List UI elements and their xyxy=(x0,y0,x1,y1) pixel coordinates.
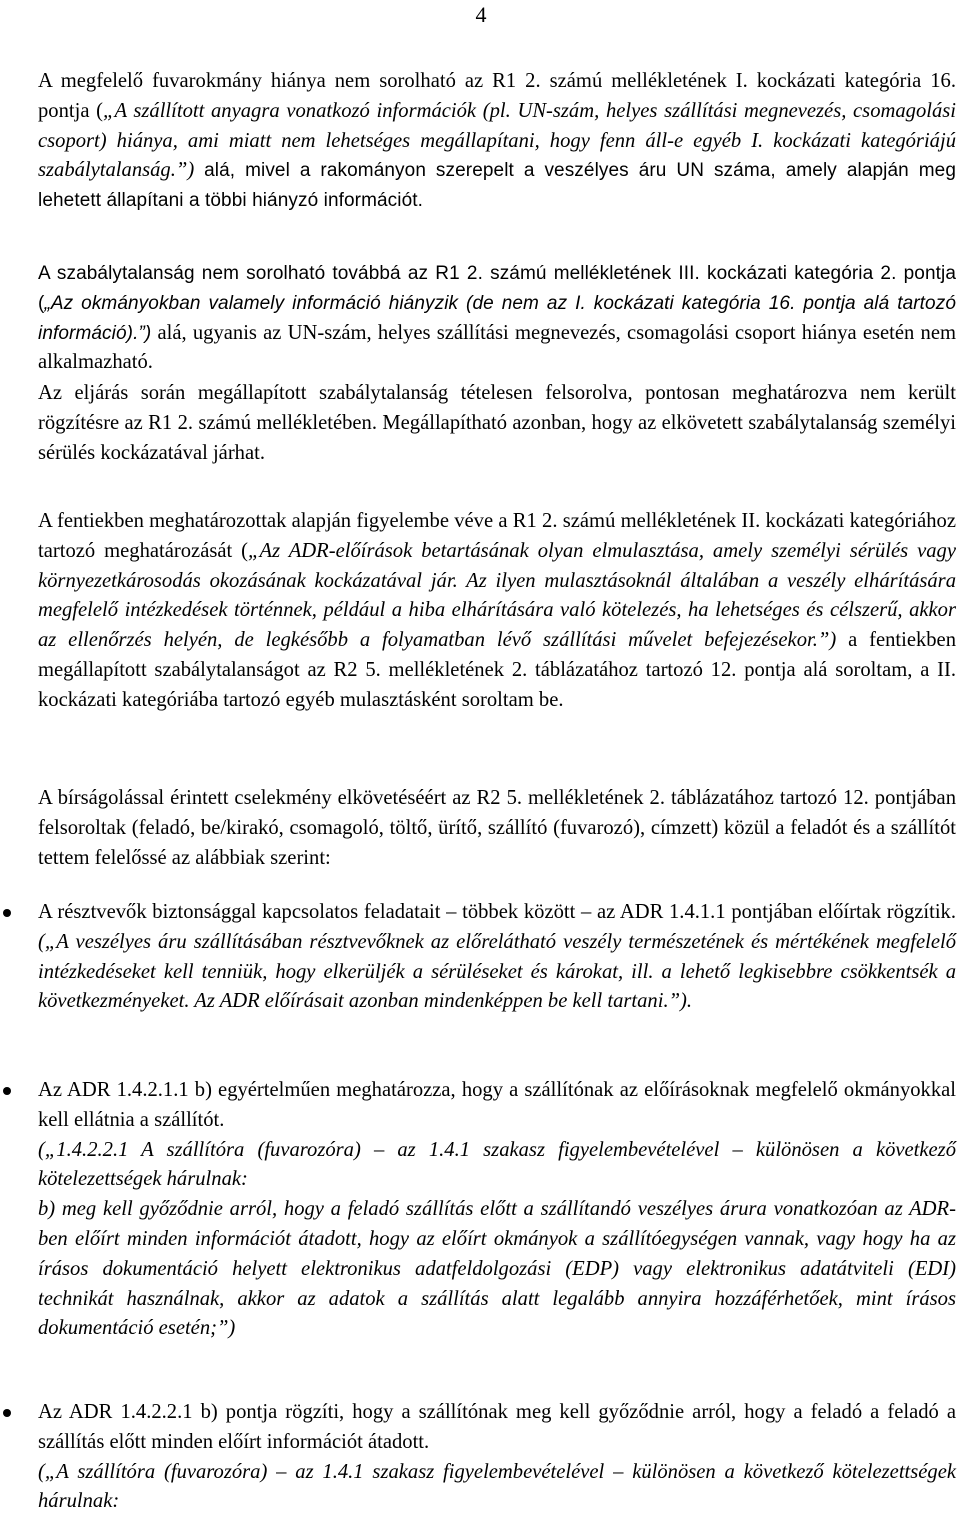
quoted-regulation: „Az ADR-előírások betartásának olyan elmulasztása, amely személyi sérülés vagy környezetkárosodás okozásának kockázatával jár. Az ilyen mulasztásoknál általában a veszély elhárítására megfelelő intézkedések történnek, például a hiba elhárítására való kötelezés, ha lehetséges és célszerű, akkor az ellenőrzés helyén, de legkésőbb a folyamatban lévő szállítási művelet befejezésekor.”) xyxy=(38,539,956,652)
paragraph-text: alá, mivel a rakományon szerepelt a veszélyes áru UN száma, amely alapján meg lehetett állapítani a többi hiányzó információt. xyxy=(38,160,956,212)
paragraph-text: A fentiekben meghatározottak alapján figyelembe véve a R1 2. számú mellékletének II. kockázati kategóriához tartozó meghatározását ( xyxy=(38,510,956,562)
paragraph-eljaras xyxy=(38,379,956,468)
page-number: 4 xyxy=(475,2,487,27)
bullet-icon xyxy=(3,1087,11,1095)
paragraph-text: alá, ugyanis az UN-szám, helyes szállítási megnevezés, csomagolási csoport hiánya esetén nem alkalmazható. xyxy=(38,321,956,374)
quoted-regulation: („A szállítóra (fuvarozóra) – az 1.4.1 szakasz figyelembevételével – különösen a következő kötelezettségek hárulnak: xyxy=(38,1460,956,1513)
paragraph-fuvarokmany xyxy=(38,67,956,216)
bullet-text: A résztvevők biztonsággal kapcsolatos feladatait – többek között – az ADR 1.4.1.1 pontjában előírtak rögzítik. xyxy=(38,901,956,923)
bullet-icon xyxy=(3,909,11,917)
paragraph-birsagolas xyxy=(38,784,956,873)
paragraph-text: Az eljárás során megállapított szabálytalanság tételesen felsorolva, pontosan meghatározva nem került rögzítésre az R1 2. számú mellékletében. Megállapítható azonban, hogy az elkövetett szabálytalanság személyi sérülés kockázatával járhat. xyxy=(38,382,956,464)
paragraph-fentiekben xyxy=(38,507,956,716)
bullet-text: Az ADR 1.4.2.2.1 b) pontja rögzíti, hogy a szállítónak meg kell győződnie arról, hogy a feladó a feladó a szállítás előtt minden előírt információt átadott. xyxy=(38,1401,956,1453)
bullet-text: Az ADR 1.4.2.1.1 b) egyértelműen meghatározza, hogy a szállítónak az előírásoknak megfelelő okmányokkal kell ellátnia a szállítót. xyxy=(38,1079,956,1131)
bullet-item-adr-14211 xyxy=(38,1076,956,1344)
quoted-regulation: „A szállított anyagra vonatkozó információk (pl. UN-szám, helyes szállítási megnevezés, csomagolási csoport) hiánya, ami miatt nem lehetséges megállapítani, hogy fenn áll-e egyéb I. kockázati kategóriájú szabálytalanság.”) xyxy=(38,99,957,182)
quoted-regulation: („A veszélyes áru szállításában résztvevőknek az előrelátható veszély természetének és mértékének megfelelő intézkedéseket kell tenniük, hogy elkerüljék a sérüléseket és károkat, ill. a lehető legkisebbre csökkentsék a következményeket. Az ADR előírásait azonban mindenképpen be kell tartani.”). xyxy=(38,930,956,1013)
paragraph-text: a fentiekben megállapított szabálytalanságot az R2 5. mellékletének 2. táblázatához tartozó 12. pontja alá soroltam, a II. kockázati kategóriába tartozó egyéb mulasztásként soroltam be. xyxy=(38,629,956,711)
quoted-regulation: b) meg kell győződnie arról, hogy a feladó szállítás előtt a szállítandó veszélyes árura vonatkozóan az ADR-ben előírt minden információt átadott, hogy az előírt okmányok a szállítóegységen vannak, vagy hogy ha az írásos dokumentáció helyett elektronikus adatfeldolgozási (EDP) vagy elektronikus adatátviteli (EDI) technikát használnak, akkor az adatok a szállítás alatt legalább annyira hozzáférhetőek, mint írásos dokumentáció esetén;”) xyxy=(38,1198,956,1340)
bullet-item-resztvevok xyxy=(38,898,956,1017)
paragraph-szabalytalansag xyxy=(38,259,956,378)
paragraph-text: A bírságolással érintett cselekmény elkövetéséért az R2 5. mellékletének 2. táblázatához tartozó 12. pontjában felsoroltak (feladó, be/kirakó, csomagoló, töltő, ürítő, szállító (fuvarozó), címzett) közül a feladót és a szállítót tettem felelőssé az alábbiak szerint: xyxy=(38,787,956,869)
bullet-icon xyxy=(3,1409,11,1417)
paragraph-text: A megfelelő fuvarokmány hiánya nem sorolható az R1 2. számú mellékletének I. kockázati kategória 16. pontja ( xyxy=(38,70,956,122)
paragraph-text: A szabálytalanság nem sorolható továbbá az R1 2. számú mellékletének III. kockázati kategória 2. pontja ( xyxy=(38,263,956,314)
quoted-regulation: („1.4.2.2.1 A szállítóra (fuvarozóra) – az 1.4.1 szakasz figyelembevételével – különösen a következő kötelezettségek hárulnak: xyxy=(38,1138,956,1191)
bullet-item-adr-14221 xyxy=(38,1398,956,1517)
quoted-regulation: „Az okmányokban valamely információ hiányzik (de nem az I. kockázati kategória 16. pontja alá tartozó információ).”) xyxy=(38,292,956,344)
